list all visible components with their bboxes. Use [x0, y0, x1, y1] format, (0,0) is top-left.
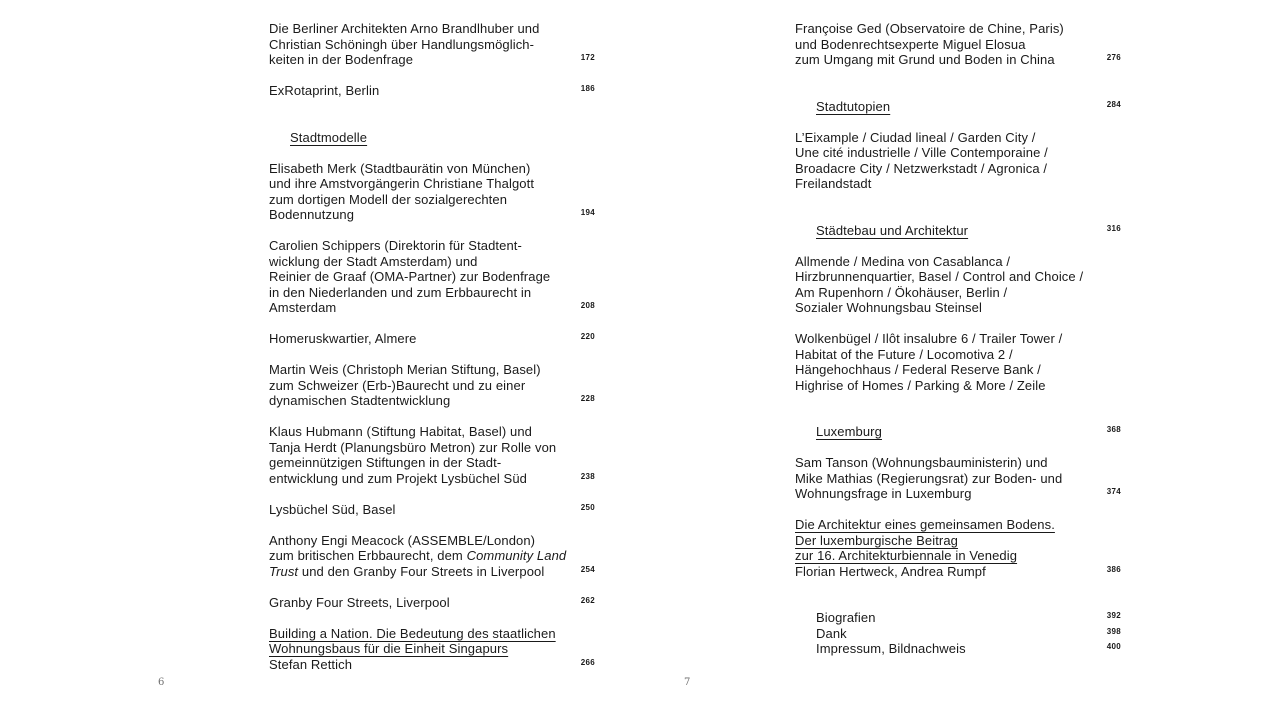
folio-right-page-number: 7	[684, 677, 691, 688]
toc-entry	[269, 502, 595, 518]
toc-entry-line: entwicklung und zum Projekt Lysbüchel Süd	[269, 470, 527, 486]
toc-page-number: 208	[580, 301, 595, 310]
toc-entry	[795, 641, 1121, 657]
toc-entry-line: Anthony Engi Meacock (ASSEMBLE/London)	[269, 532, 536, 548]
toc-entry	[795, 455, 1121, 502]
toc-entry-line: Christian Schöningh über Handlungsmöglich-	[269, 36, 535, 52]
toc-section-heading	[795, 424, 1121, 440]
toc-entry	[269, 21, 595, 68]
toc-page-number: 238	[580, 471, 595, 481]
toc-page-number: 368	[1106, 425, 1121, 434]
toc-entry	[269, 533, 595, 580]
toc-entry-line: Martin Weis (Christoph Merian Stiftung, Basel)	[269, 362, 541, 377]
toc-section-heading	[269, 130, 595, 146]
toc-entry-line: Tanja Herdt (Planungsbüro Metron) zur Rolle von	[269, 439, 557, 455]
toc-entry-line: in den Niederlanden und zum Erbbaurecht in	[269, 284, 532, 300]
toc-page-number: 220	[580, 332, 595, 341]
toc-page-number: 386	[1106, 564, 1121, 574]
toc-entry-line: Habitat of the Future / Locomotiva 2 /	[795, 346, 1013, 362]
toc-entry-line: keiten in der Bodenfrage	[269, 52, 414, 67]
toc-entry-line: Hängehochhaus / Federal Reserve Bank /	[795, 362, 1041, 377]
toc-entry-line: Stadtutopien	[816, 98, 891, 114]
toc-entry-line: Der luxemburgische Beitrag	[795, 532, 959, 548]
toc-entry-line: ExRotaprint, Berlin	[269, 83, 380, 98]
toc-entry-line: zur 16. Architekturbiennale in Venedig	[795, 548, 1018, 563]
toc-entry	[269, 83, 595, 99]
toc-page-number: 228	[580, 394, 595, 403]
toc-page-number: 194	[580, 208, 595, 217]
toc-entry-line: Wohnungsfrage in Luxemburg	[795, 486, 972, 501]
toc-entry-line: Granby Four Streets, Liverpool	[269, 594, 450, 610]
toc-page-number: 186	[580, 84, 595, 93]
toc-entry-line: Broadacre City / Netzwerkstadt / Agronica /	[795, 160, 1048, 176]
toc-entry-line: Freilandstadt	[795, 176, 872, 191]
toc-entry	[269, 595, 595, 611]
toc-entry-line: Françoise Ged (Observatoire de Chine, Paris)	[795, 21, 1064, 36]
toc-page-number: 262	[580, 595, 595, 605]
toc-entry-line: Klaus Hubmann (Stiftung Habitat, Basel) und	[269, 424, 532, 439]
toc-entry-line: Am Rupenhorn / Ökohäuser, Berlin /	[795, 284, 1008, 300]
toc-entry	[795, 130, 1121, 192]
toc-entry	[269, 424, 595, 486]
toc-entry-line: wicklung der Stadt Amsterdam) und	[269, 253, 478, 269]
toc-entry-line: Hirzbrunnenquartier, Basel / Control and Choice /	[795, 269, 1084, 284]
toc-entry	[269, 331, 595, 347]
toc-page-number: 254	[580, 564, 595, 574]
toc-entry-line: Homeruskwartier, Almere	[269, 331, 417, 346]
toc-page-number: 266	[580, 657, 595, 667]
toc-entry	[795, 21, 1121, 68]
toc-page-number: 400	[1106, 642, 1121, 651]
toc-entry-line: und Bodenrechtsexperte Miguel Elosua	[795, 36, 1026, 52]
toc-entry-line: Wohnungsbaus für die Einheit Singapurs	[269, 641, 509, 656]
toc-entry	[795, 331, 1121, 393]
toc-entry-line: Stefan Rettich	[269, 656, 353, 672]
toc-entry-line: Lysbüchel Süd, Basel	[269, 501, 396, 517]
toc-page-number: 284	[1106, 99, 1121, 109]
toc-entry-line: Elisabeth Merk (Stadtbaurätin von München)	[269, 160, 531, 176]
toc-entry-line: Building a Nation. Die Bedeutung des staatlichen	[269, 625, 556, 641]
toc-page-number: 250	[580, 502, 595, 512]
toc-page-number: 316	[1106, 223, 1121, 233]
toc-column-left-page	[269, 21, 595, 672]
toc-page-number: 276	[1106, 53, 1121, 62]
toc-entry-line: zum dortigen Modell der sozialgerechten	[269, 191, 508, 207]
folio-left-page-number: 6	[158, 677, 165, 688]
toc-entry	[795, 517, 1121, 579]
toc-entry-line: Trust und den Granby Four Streets in Liverpool	[269, 563, 545, 579]
toc-entry-line: Reinier de Graaf (OMA-Partner) zur Bodenfrage	[269, 269, 551, 284]
toc-entry-line: Mike Mathias (Regierungsrat) zur Boden- und	[795, 470, 1063, 486]
toc-entry-line: Sam Tanson (Wohnungsbauministerin) und	[795, 455, 1048, 470]
toc-entry-line: und ihre Amstvorgängerin Christiane Thalgott	[269, 176, 535, 191]
toc-entry-line: zum Umgang mit Grund und Boden in China	[795, 52, 1055, 67]
toc-entry-line: Wolkenbügel / Ilôt insalubre 6 / Trailer Tower /	[795, 331, 1063, 346]
toc-entry	[269, 161, 595, 223]
toc-entry-line: gemeinnützigen Stiftungen in der Stadt-	[269, 455, 502, 470]
toc-entry-line: Amsterdam	[269, 300, 337, 315]
toc-page-number: 398	[1106, 626, 1121, 636]
toc-entry	[795, 610, 1121, 626]
toc-entry-line: Highrise of Homes / Parking & More / Zeile	[795, 377, 1046, 393]
toc-entry	[269, 362, 595, 409]
toc-entry-line: L’Eixample / Ciudad lineal / Garden City /	[795, 129, 1036, 145]
toc-entry-line: Sozialer Wohnungsbau Steinsel	[795, 300, 982, 315]
toc-entry-line: Biografien	[816, 610, 876, 625]
toc-entry	[269, 238, 595, 316]
toc-entry-line: Dank	[816, 625, 847, 641]
toc-entry-line: Bodennutzung	[269, 207, 355, 222]
toc-section-heading	[795, 223, 1121, 239]
toc-entry-line: Luxemburg	[816, 424, 882, 439]
toc-entry-line: Städtebau und Architektur	[816, 222, 969, 238]
toc-entry-line: dynamischen Stadtentwicklung	[269, 393, 451, 408]
toc-page-number: 172	[580, 53, 595, 62]
toc-entry	[795, 254, 1121, 316]
toc-entry-line: Impressum, Bildnachweis	[816, 641, 966, 656]
toc-entry-line: zum Schweizer (Erb-)Baurecht und zu einer	[269, 377, 526, 393]
toc-section-heading	[795, 99, 1121, 115]
toc-page-number: 392	[1106, 611, 1121, 620]
toc-entry-line: zum britischen Erbbaurecht, dem Community Land	[269, 548, 567, 563]
toc-entry-line: Die Architektur eines gemeinsamen Bodens.	[795, 517, 1055, 532]
toc-entry-line: Florian Hertweck, Andrea Rumpf	[795, 563, 986, 579]
toc-entry	[795, 626, 1121, 642]
toc-entry-line: Carolien Schippers (Direktorin für Stadtent-	[269, 238, 522, 253]
toc-entry-line: Die Berliner Architekten Arno Brandlhuber und	[269, 21, 540, 36]
toc-entry-line: Une cité industrielle / Ville Contemporaine /	[795, 145, 1048, 160]
toc-column-right-page	[795, 21, 1121, 657]
toc-entry-line: Allmende / Medina von Casablanca /	[795, 253, 1011, 269]
toc-page-number: 374	[1106, 487, 1121, 496]
toc-entry	[269, 626, 595, 673]
toc-entry-line: Stadtmodelle	[290, 129, 368, 145]
